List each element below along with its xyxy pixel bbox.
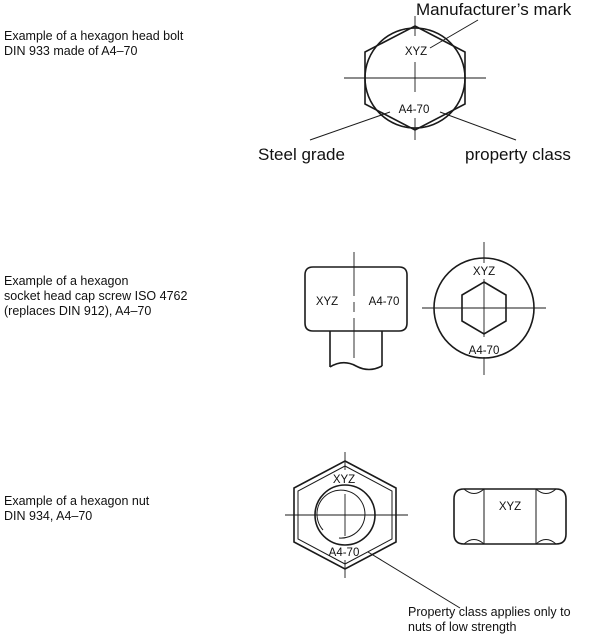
screw-caption-line1: Example of a hexagon — [4, 274, 129, 288]
nut-side-outline — [454, 489, 566, 544]
property-class-leader-line — [440, 112, 516, 140]
screw-side-grade-mark: A4-70 — [368, 296, 400, 308]
bolt-caption-line1: Example of a hexagon head bolt — [4, 29, 184, 43]
nut-caption-line2: DIN 934, A4–70 — [4, 509, 93, 523]
manufacturer-callout: Manufacturer’s mark — [416, 0, 572, 19]
nut-side-view — [454, 489, 566, 544]
nut-side-maker-mark: XYZ — [498, 501, 522, 513]
nut-top-grade-mark: A4-70 — [328, 547, 360, 559]
bolt-section — [4, 0, 572, 164]
bolt-grade-mark: A4-70 — [398, 104, 430, 116]
screw-top-maker-mark: XYZ — [472, 266, 496, 278]
screw-section — [4, 242, 546, 375]
screw-top-view — [422, 242, 546, 375]
property-class-callout: property class — [465, 145, 571, 164]
screw-side-view — [305, 252, 407, 370]
nut-top-view — [285, 452, 408, 578]
screw-break-line — [330, 363, 382, 370]
nut-caption-line1: Example of a hexagon nut — [4, 494, 150, 508]
bolt-caption-line2: DIN 933 made of A4–70 — [4, 44, 138, 58]
screw-side-maker-mark: XYZ — [315, 296, 339, 308]
steel-grade-callout: Steel grade — [258, 145, 345, 164]
screw-caption-line2: socket head cap screw ISO 4762 — [4, 289, 188, 303]
nut-note-line2: nuts of low strength — [408, 620, 517, 634]
nut-note-leader-line — [368, 552, 460, 608]
bolt-maker-mark: XYZ — [404, 46, 428, 58]
nut-note-line1: Property class applies only to — [408, 605, 571, 619]
nut-section — [4, 452, 571, 634]
screw-top-grade-mark: A4-70 — [468, 345, 500, 357]
screw-caption-line3: (replaces DIN 912), A4–70 — [4, 304, 152, 318]
steel-grade-leader-line — [310, 112, 390, 140]
nut-thread-arc — [317, 490, 365, 538]
nut-top-maker-mark: XYZ — [332, 474, 356, 486]
